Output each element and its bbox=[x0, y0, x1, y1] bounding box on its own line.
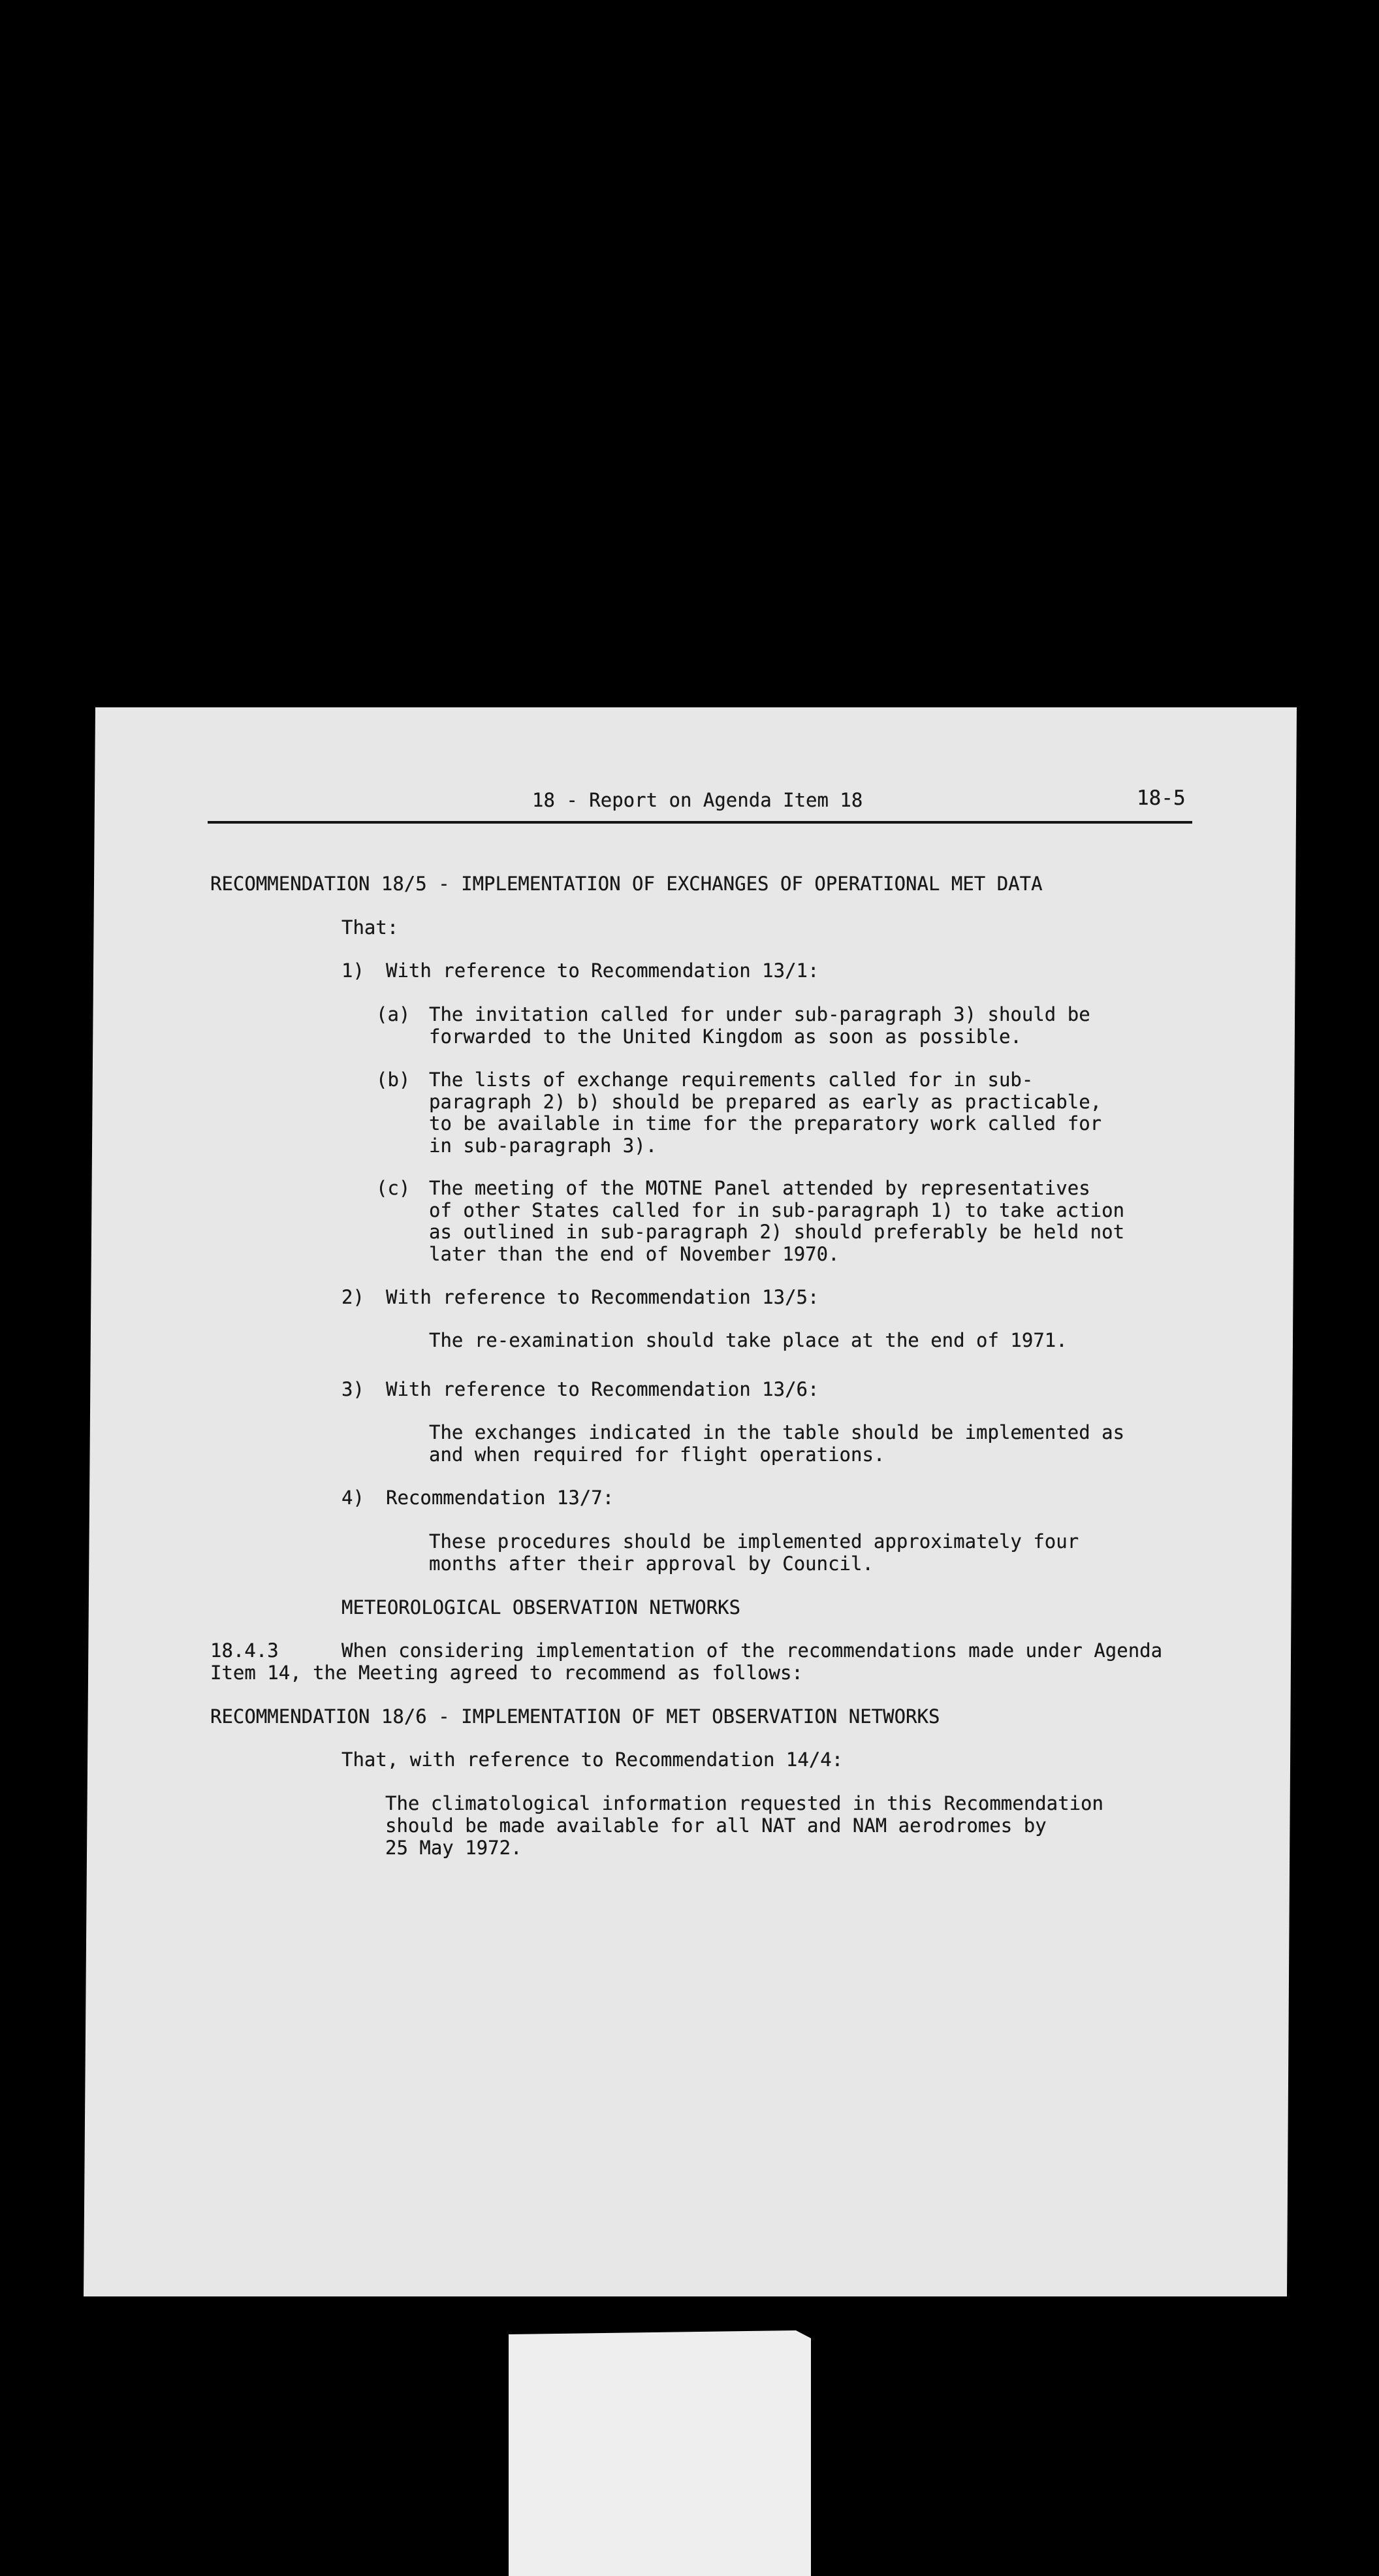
item-3-line-1: The exchanges indicated in the table should be implemented as bbox=[429, 1421, 1125, 1443]
item-1b-line-1: The lists of exchange requirements called for in sub- bbox=[429, 1069, 1034, 1091]
item-1a-label: (a) bbox=[376, 1003, 411, 1025]
paragraph-line-2: Item 14, the Meeting agreed to recommend as follows: bbox=[210, 1662, 803, 1684]
page-header-title: 18 - Report on Agenda Item 18 bbox=[532, 789, 863, 811]
item-3-line-2: and when required for flight operations. bbox=[429, 1443, 885, 1466]
item-1c-line-3: as outlined in sub-paragraph 2) should preferably be held not bbox=[429, 1221, 1125, 1243]
item-1b-line-4: in sub-paragraph 3). bbox=[429, 1135, 658, 1157]
item-1c-line-1: The meeting of the MOTNE Panel attended by representatives bbox=[429, 1177, 1090, 1199]
paper-slip bbox=[509, 2330, 811, 2576]
that-label: That: bbox=[341, 916, 399, 939]
item-2-label: 2) bbox=[341, 1286, 364, 1308]
item-1c-label: (c) bbox=[376, 1177, 411, 1199]
item-1b-label: (b) bbox=[376, 1069, 411, 1091]
item-3-text: With reference to Recommendation 13/6: bbox=[386, 1378, 819, 1400]
item-1a-line-2: forwarded to the United Kingdom as soon as possible. bbox=[429, 1025, 1022, 1048]
item-1-label: 1) bbox=[341, 959, 364, 982]
header-rule bbox=[208, 821, 1192, 824]
item-4-line-1: These procedures should be implemented approximately four bbox=[429, 1530, 1079, 1553]
item-1c-line-4: later than the end of November 1970. bbox=[429, 1243, 840, 1265]
recommendation-18-6-heading: RECOMMENDATION 18/6 - IMPLEMENTATION OF MET OBSERVATION NETWORKS bbox=[210, 1705, 940, 1728]
paragraph-number: 18.4.3 bbox=[210, 1639, 279, 1662]
item-1b-line-3: to be available in time for the preparatory work called for bbox=[429, 1112, 1102, 1135]
item-4-label: 4) bbox=[341, 1487, 364, 1509]
item-2-body: The re-examination should take place at the end of 1971. bbox=[429, 1329, 1068, 1351]
item-1-text: With reference to Recommendation 13/1: bbox=[386, 959, 819, 982]
page-number: 18-5 bbox=[1137, 786, 1186, 810]
document-page bbox=[84, 707, 1297, 2296]
item-1a-line-1: The invitation called for under sub-paragraph 3) should be bbox=[429, 1003, 1090, 1025]
paragraph-line-1: When considering implementation of the recommendations made under Agenda bbox=[341, 1639, 1163, 1662]
item-3-label: 3) bbox=[341, 1378, 364, 1400]
recommendation-18-6-line-1: The climatological information requested in this Recommendation bbox=[385, 1792, 1103, 1814]
recommendation-18-6-line-3: 25 May 1972. bbox=[385, 1837, 522, 1859]
item-2-text: With reference to Recommendation 13/5: bbox=[386, 1286, 819, 1308]
recommendation-18-5-heading: RECOMMENDATION 18/5 - IMPLEMENTATION OF EXCHANGES OF OPERATIONAL MET DATA bbox=[210, 873, 1043, 895]
item-4-line-2: months after their approval by Council. bbox=[429, 1553, 874, 1575]
item-4-text: Recommendation 13/7: bbox=[386, 1487, 614, 1509]
item-1b-line-2: paragraph 2) b) should be prepared as early as practicable, bbox=[429, 1091, 1102, 1113]
recommendation-18-6-that: That, with reference to Recommendation 14/4: bbox=[341, 1748, 844, 1771]
recommendation-18-6-line-2: should be made available for all NAT and NAM aerodromes by bbox=[385, 1814, 1047, 1837]
section-heading: METEOROLOGICAL OBSERVATION NETWORKS bbox=[341, 1596, 741, 1618]
item-1c-line-2: of other States called for in sub-paragraph 1) to take action bbox=[429, 1199, 1125, 1221]
